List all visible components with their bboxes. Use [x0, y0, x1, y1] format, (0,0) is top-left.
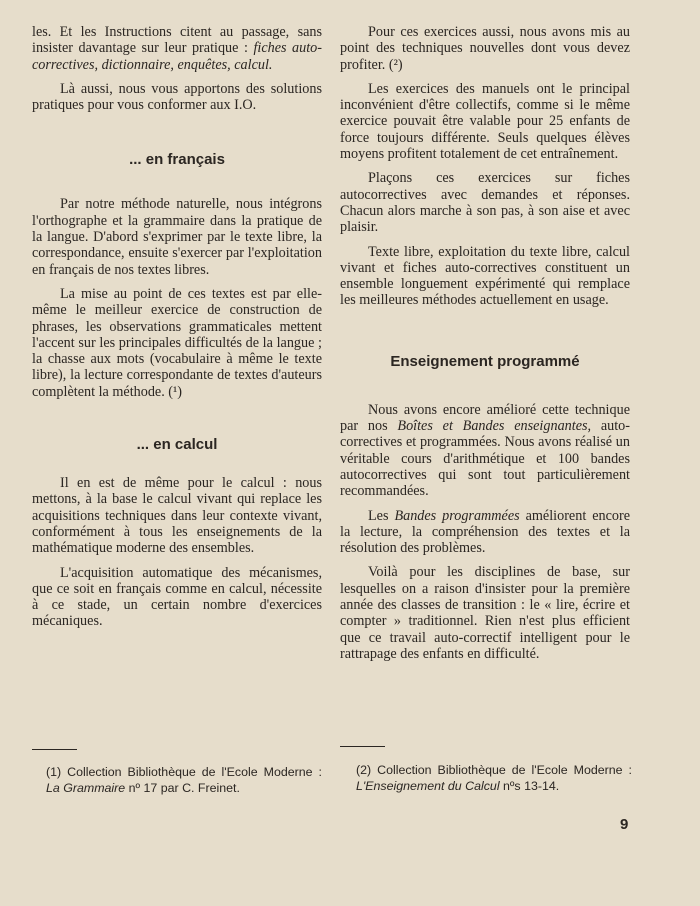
- page-number: 9: [620, 816, 629, 833]
- paragraph: L'acquisition automatique des mécanismes, que ce soit en français comme en calcul, nécessite à ce stade, un certain nombre d'exercices mécaniques.: [32, 564, 322, 630]
- paragraph: Là aussi, nous vous apportons des solutions pratiques pour vous conformer aux I.O.: [32, 80, 322, 114]
- footnote-rule: [32, 749, 77, 750]
- right-column: [340, 24, 630, 662]
- paragraph: Pour ces exercices aussi, nous avons mis au point des techniques nouvelles dont vous devez profiter. (²): [340, 24, 630, 73]
- footnote-rule: [340, 746, 385, 747]
- paragraph: Il en est de même pour le calcul : nous mettons, à la base le calcul vivant qui replace les acquisitions techniques dans leur contexte vivant, conformément à tous les enseignements de la mathématique moderne des ensembles.: [32, 475, 322, 557]
- section-heading-francais: ... en français: [129, 151, 225, 169]
- paragraph: Voilà pour les disciplines de base, sur lesquelles on a raison d'insister pour la première année des classes de transition : le « lire, écrire et compter » traditionnel. Rien n'est plus efficient que ce travail auto-correctif intelligent pour le rattrapage des enfants en difficulté.: [340, 564, 630, 662]
- paragraph: Texte libre, exploitation du texte libre, calcul vivant et fiches auto-correctives constituent un ensemble longuement expérimenté qui remplace les meilleures méthodes actuellement en usage.: [340, 243, 630, 309]
- footnote-2: (2) Collection Bibliothèque de l'Ecole Moderne : L'Enseignement du Calcul nºs 13-14.: [356, 763, 632, 793]
- paragraph: Les exercices des manuels ont le principal inconvénient d'être collectifs, comme si le même exercice pouvait être valable pour 25 enfants de force toujours différente. Seuls quelques élèves moyens profitent totalement de cet entraînement.: [340, 80, 630, 163]
- paragraph: La mise au point de ces textes est par elle-même le meilleur exercice de construction de phrases, les observations grammaticales mettent l'accent sur les principales difficultés de la langue ; la chasse aux mots (vocabulaire à même le texte libre), la lecture correspondante de textes d'auteurs complètent la méthode. (¹): [32, 285, 322, 400]
- paragraph: Plaçons ces exercices sur fiches autocorrectives avec demandes et réponses. Chacun alors marche à son pas, à son aise et avec plaisir.: [340, 170, 630, 236]
- paragraph: Nous avons encore amélioré cette technique par nos Boîtes et Bandes enseignantes, auto-correctives et programmées. Nous avons réalisé un véritable cours d'arithmétique et 100 bandes autocorrectives qui sont tout particulièrement recommandées.: [340, 401, 630, 500]
- paragraph: les. Et les Instructions citent au passage, sans insister davantage sur leur pratique : fiches auto-correctives, dictionnaire, enquêtes, calcul.: [32, 24, 322, 73]
- paragraph: Par notre méthode naturelle, nous intégrons l'orthographe et la grammaire dans la pratique de la langue. D'abord s'exprimer par le texte libre, la correspondance, ensuite s'exercer par l'exploitation en français de nos textes libres.: [32, 196, 322, 278]
- paragraph: Les Bandes programmées améliorent encore la lecture, la compréhension des textes et la résolution des problèmes.: [340, 507, 631, 557]
- left-column: [32, 24, 322, 630]
- section-heading-programme: Enseignement programmé: [390, 352, 580, 370]
- section-heading-calcul: ... en calcul: [136, 436, 218, 454]
- footnote-1: (1) Collection Bibliothèque de l'Ecole Moderne : La Grammaire nº 17 par C. Freinet.: [46, 765, 322, 795]
